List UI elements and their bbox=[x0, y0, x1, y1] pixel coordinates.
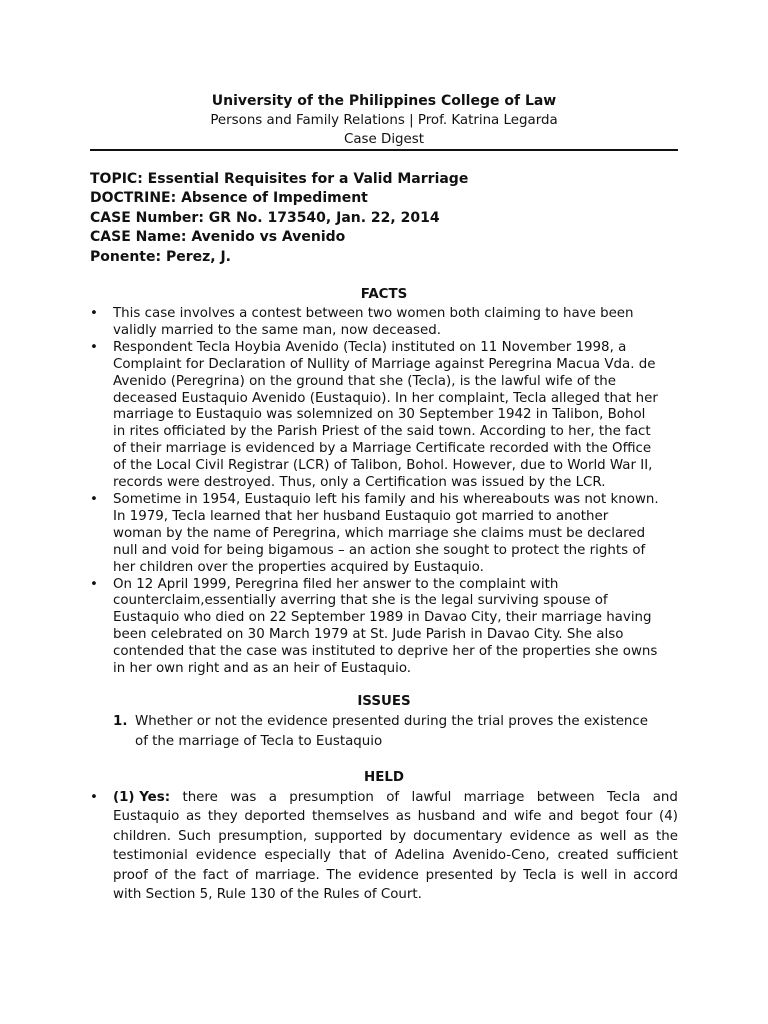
issue-item-line: of the marriage of Tecla to Eustaquio bbox=[135, 733, 383, 749]
facts-item-line: contended that the case was instituted to deprive her of the properties she owns bbox=[113, 644, 658, 660]
held-word: was bbox=[230, 790, 257, 805]
facts-item-line: validly married to the same man, now deceased. bbox=[113, 322, 442, 338]
issue-item-line: Whether or not the evidence presented during the trial proves the existence bbox=[135, 714, 649, 729]
bullet-glyph: • bbox=[90, 339, 98, 355]
course-subtitle: Persons and Family Relations | Prof. Katrina Legarda bbox=[210, 113, 558, 128]
facts-item-line: deceased Eustaquio Avenido (Eustaquio). In her complaint, Tecla alleged that her bbox=[113, 390, 658, 406]
facts-item-line: marriage to Eustaquio was solemnized on 30 September 1942 in Talibon, Bohol bbox=[113, 407, 646, 423]
bullet-glyph: • bbox=[90, 306, 98, 321]
held-word: there bbox=[182, 790, 218, 805]
facts-item-line: of their marriage is evidenced by a Marriage Certificate recorded with the Office bbox=[113, 441, 652, 457]
facts-list bbox=[90, 306, 678, 678]
issues-heading: ISSUES bbox=[357, 694, 411, 709]
facts-item-line: This case involves a contest between two women both claiming to have been bbox=[113, 306, 634, 321]
held-word: marriage bbox=[463, 790, 525, 805]
ponente-line: Ponente: Perez, J. bbox=[90, 248, 231, 265]
bullet-glyph: • bbox=[90, 576, 98, 592]
document-header bbox=[90, 91, 678, 149]
facts-item-line: null and void for being bigamous – an action she sought to protect the rights of bbox=[113, 542, 646, 558]
held-item-line: children. Such presumption, supported by documentary evidence as well as the bbox=[113, 828, 678, 844]
held-word: lawful bbox=[411, 790, 452, 805]
held-item-line: with Section 5, Rule 130 of the Rules of Court. bbox=[113, 887, 422, 903]
issue-item bbox=[113, 712, 678, 751]
facts-item-line: In 1979, Tecla learned that her husband Eustaquio got married to another bbox=[113, 508, 609, 524]
facts-item-line: Sometime in 1954, Eustaquio left his family and his whereabouts was not known. bbox=[113, 491, 659, 507]
facts-item-line: in rites officiated by the Parish Priest of the said town. According to her, the fact bbox=[113, 424, 651, 440]
held-word: between bbox=[536, 790, 595, 805]
facts-item-line: been celebrated on 30 March 1979 at St. Jude Parish in Davao City. She also bbox=[113, 627, 624, 643]
bullet-glyph: • bbox=[90, 790, 98, 805]
held-list bbox=[90, 788, 678, 904]
facts-item-line: Respondent Tecla Hoybia Avenido (Tecla) instituted on 11 November 1998, a bbox=[113, 339, 627, 355]
held-item-line: testimonial evidence especially that of Adelina Avenido-Ceno, created sufficient bbox=[113, 848, 678, 864]
facts-item-line: counterclaim,essentially averring that she is the legal surviving spouse of bbox=[113, 593, 608, 609]
issues-list bbox=[113, 712, 678, 751]
issue-number: 1. bbox=[113, 714, 128, 729]
held-word: Tecla bbox=[606, 790, 641, 805]
case-number-line: CASE Number: GR No. 173540, Jan. 22, 2014 bbox=[90, 209, 440, 226]
case-metadata bbox=[90, 170, 678, 267]
held-item bbox=[90, 788, 678, 904]
facts-heading: FACTS bbox=[360, 287, 408, 302]
held-item-first-line bbox=[113, 788, 678, 807]
institution-title: University of the Philippines College of Law bbox=[211, 93, 557, 109]
facts-item-line: Complaint for Declaration of Nullity of Marriage against Peregrina Macua Vda. de bbox=[113, 356, 656, 372]
held-word: of bbox=[386, 790, 400, 805]
header-divider bbox=[90, 149, 678, 151]
facts-item-line: Eustaquio who died on 22 September 1989 in Davao City, their marriage having bbox=[113, 610, 652, 626]
facts-item-line: woman by the name of Peregrina, which marriage she claims must be declared bbox=[113, 525, 646, 541]
held-word: presumption bbox=[289, 790, 374, 805]
facts-item bbox=[90, 340, 678, 492]
case-name-line: CASE Name: Avenido vs Avenido bbox=[90, 229, 346, 246]
facts-item-line: of the Local Civil Registrar (LCR) of Talibon, Bohol. However, due to World War II, bbox=[113, 458, 653, 474]
bullet-glyph: • bbox=[90, 491, 98, 507]
held-word: a bbox=[268, 790, 277, 805]
held-heading: HELD bbox=[363, 770, 404, 785]
facts-item-line: in her own right and as an heir of Eustaquio. bbox=[113, 661, 412, 677]
topic-line: TOPIC: Essential Requisites for a Valid Marriage bbox=[90, 171, 469, 187]
facts-item bbox=[90, 306, 678, 340]
held-item-line: Eustaquio as they deported themselves as husband and wife and begot four (4) bbox=[113, 809, 678, 825]
facts-item-line: On 12 April 1999, Peregrina filed her answer to the complaint with bbox=[113, 576, 559, 592]
facts-item-line: records were destroyed. Thus, only a Certification was issued by the LCR. bbox=[113, 475, 606, 491]
facts-item bbox=[90, 492, 678, 577]
held-item-line: proof of the fact of marriage. The evidence presented by Tecla is well in accord bbox=[113, 867, 678, 883]
facts-item bbox=[90, 577, 678, 678]
facts-item-line: her children over the properties acquired by Eustaquio. bbox=[113, 559, 484, 575]
held-word: and bbox=[652, 790, 678, 805]
facts-item-line: Avenido (Peregrina) on the ground that she (Tecla), is the lawful wife of the bbox=[113, 373, 616, 389]
doctrine-line: DOCTRINE: Absence of Impediment bbox=[90, 190, 368, 207]
held-answer-label: (1) Yes: bbox=[113, 790, 171, 805]
document-type: Case Digest bbox=[343, 132, 425, 147]
